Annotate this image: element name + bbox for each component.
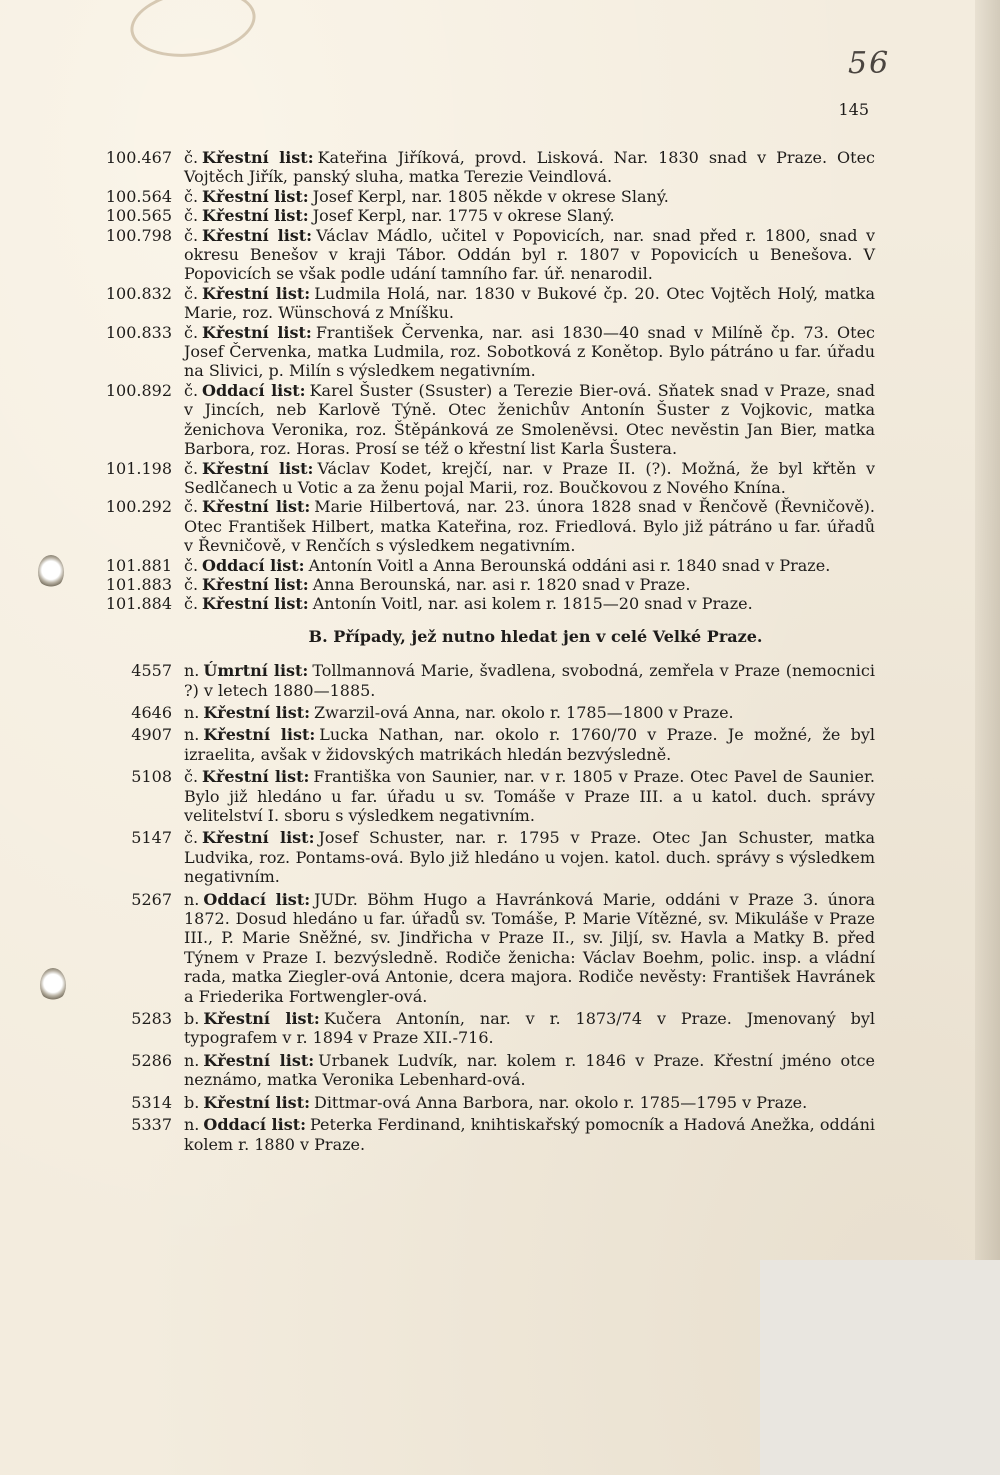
- entry-id: 5337: [131, 1115, 172, 1135]
- entry-prefix: č.: [184, 380, 199, 400]
- entry-text: Antonín Voitl, nar. asi kolem r. 1815—20 snad v Praze.: [312, 594, 753, 614]
- entry-text-block: [184, 323, 875, 381]
- page-content: [100, 148, 875, 1157]
- entry-prefix: n.: [184, 725, 200, 745]
- entry-prefix: n.: [184, 1115, 200, 1135]
- entry-id: 101.198: [105, 458, 172, 478]
- handwritten-page-number: 56: [848, 46, 891, 81]
- entry-kind: Křestní list:: [202, 458, 314, 478]
- entry-prefix: č.: [184, 458, 199, 478]
- entry-text: Václav Kodet, krejčí, nar. v Praze II. (?). Možná, že byl křtěn v Sedlčanech u Votic a za ženu pojal Marii, roz. Boučkovou z Nového Knína.: [184, 458, 876, 497]
- entry-text: Dittmar-ová Anna Barbora, nar. okolo r. 1785—1795 v Praze.: [313, 1092, 808, 1112]
- entry-kind: Oddací list:: [203, 889, 311, 909]
- entry-kind: Křestní list:: [202, 225, 313, 245]
- entry-kind: Křestní list:: [203, 1009, 320, 1029]
- entry-id: 5267: [131, 889, 172, 909]
- entry-prefix: n.: [184, 889, 200, 909]
- entry-kind: Křestní list:: [202, 206, 309, 226]
- entry-prefix: č.: [184, 186, 199, 206]
- entry-text: Josef Schuster, nar. r. 1795 v Praze. Otec Jan Schuster, matka Ludvika, roz. Pontams-ová. Bylo již hledáno u vojen. katol. duch. správy s výsledkem negativním.: [184, 828, 876, 887]
- entry-text: Marie Hilbertová, nar. 23. února 1828 snad v Řenčově (Řevničově). Otec František Hilbert, matka Kateřina, roz. Friedlová. Bylo již pátráno u far. úřadů v Řevničově, v Renčích s výsledkem negativním.: [184, 497, 875, 556]
- entry-prefix: n.: [184, 661, 200, 681]
- entry-prefix: n.: [184, 702, 200, 722]
- entry: [100, 206, 875, 225]
- entry-text: Tollmannová Marie, švadlena, svobodná, zemřela v Praze (nemocnici ?) v letech 1880—1885.: [184, 661, 875, 700]
- entry-text-block: [184, 556, 875, 575]
- entry-id: 100.832: [105, 283, 172, 303]
- page-number: 145: [838, 100, 869, 119]
- section-b-heading: B. Případy, jež nutno hledat jen v celé Velké Praze.: [308, 626, 763, 646]
- entry-kind: Křestní list:: [202, 148, 314, 167]
- entry-text: Anna Berounská, nar. asi r. 1820 snad v Praze.: [312, 574, 691, 594]
- entry-text: Františka von Saunier, nar. v r. 1805 v Praze. Otec Pavel de Saunier. Bylo již hledáno u far. úřadu u sv. Tomáše v Praze III. a u katol. duch. správy velitelství I. sboru s výsledkem negativním.: [184, 767, 875, 825]
- entry-kind: Křestní list:: [202, 322, 312, 342]
- entry: [100, 767, 875, 825]
- entry-id: 4557: [131, 661, 172, 681]
- entry-prefix: b.: [184, 1092, 200, 1112]
- entry-text: Josef Kerpl, nar. 1805 někde v okrese Slaný.: [312, 186, 669, 206]
- punch-hole: [38, 555, 64, 589]
- entry-prefix: č.: [184, 555, 199, 575]
- entry-text-block: [184, 187, 875, 206]
- entry: [100, 890, 875, 1006]
- entry-kind: Křestní list:: [202, 186, 309, 206]
- entry-id: 100.892: [105, 380, 172, 400]
- entry-kind: Křestní list:: [202, 594, 309, 614]
- entry-id: 100.564: [105, 186, 172, 206]
- entry: [100, 828, 875, 886]
- entry-prefix: č.: [184, 767, 199, 787]
- entry: [100, 1093, 875, 1112]
- entry-text-block: [184, 206, 875, 225]
- entry-id: 4907: [131, 725, 172, 745]
- entry: [100, 1115, 875, 1154]
- entry-text: Zwarzil-ová Anna, nar. okolo r. 1785—1800 v Praze.: [314, 702, 734, 722]
- entry-prefix: n.: [184, 1050, 200, 1070]
- entry-kind: Křestní list:: [203, 1092, 310, 1112]
- entry-prefix: č.: [184, 497, 199, 517]
- entry-id: 101.883: [105, 574, 172, 594]
- entry: [100, 226, 875, 284]
- entry-id: 101.884: [105, 594, 172, 614]
- entry-kind: Křestní list:: [203, 702, 311, 722]
- entry-id: 5283: [131, 1009, 172, 1029]
- entry: [100, 1009, 875, 1048]
- entry-text-block: [184, 1115, 875, 1154]
- entry: [100, 703, 875, 722]
- entry: [100, 725, 875, 764]
- entry-prefix: č.: [184, 225, 199, 245]
- entry-prefix: č.: [184, 283, 199, 303]
- entry-id: 5314: [131, 1092, 172, 1112]
- entry: [100, 187, 875, 206]
- entry-id: 100.292: [105, 497, 172, 517]
- entry-kind: Oddací list:: [203, 1115, 306, 1135]
- entry-id: 100.565: [105, 206, 172, 226]
- entry-id: 100.467: [105, 148, 172, 167]
- entry: [100, 556, 875, 575]
- entry: [100, 381, 875, 459]
- entry-kind: Křestní list:: [202, 767, 310, 787]
- entry-prefix: č.: [184, 206, 199, 226]
- entry-text-block: [184, 828, 875, 886]
- section-a: [100, 148, 875, 614]
- entry-id: 5147: [131, 828, 172, 848]
- entry-text: Karel Šuster (Ssuster) a Terezie Bier-ová. Sňatek snad v Praze, snad v Jincích, neb Karlově Týně. Otec ženichův Antonín Šuster z Vojkovic, matka ženichova Veronika, roz. Štěpánková ze Smoleněvsi. Otec nevěstin Jan Bier, matka Barbora, roz. Horas. Prosí se též o křestní list Karla Šustera.: [184, 380, 876, 459]
- entry-id: 100.833: [105, 322, 172, 342]
- entry: [100, 575, 875, 594]
- entry: [100, 497, 875, 555]
- entry-text: František Červenka, nar. asi 1830—40 snad v Milíně čp. 73. Otec Josef Červenka, matka Ludmila, roz. Sobotková z Konětop. Bylo pátráno u far. úřadu na Slivici, p. Milín s výsledkem negativním.: [184, 322, 876, 381]
- entry-text: Kučera Antonín, nar. v r. 1873/74 v Praze. Jmenovaný byl typografem v r. 1894 v Praze XII.-716.: [184, 1009, 876, 1048]
- entry-text-block: [184, 226, 875, 284]
- entry-kind: Křestní list:: [202, 283, 311, 303]
- entry-text: JUDr. Böhm Hugo a Havránková Marie, oddáni v Praze 3. února 1872. Dosud hledáno u far. úřadů sv. Tomáše, P. Marie Vítězné, sv. Mikuláše v Praze III., P. Marie Sněžné, sv. Jindřicha v Praze II., sv. Jiljí, sv. Havla a Matky B. před Týnem v Praze I. bezvýsledně. Rodiče ženicha: Václav Boehm, polic. insp. a vládní rada, matka Ziegler-ová Antonie, dcera majora. Rodiče nevěsty: František Havránek a Friederika Fortwengler-ová.: [184, 889, 876, 1006]
- entry: [100, 594, 875, 613]
- entry: [100, 148, 875, 187]
- entry-kind: Křestní list:: [202, 574, 309, 594]
- entry-kind: Křestní list:: [202, 497, 311, 517]
- entry-text-block: [184, 381, 875, 459]
- entry-id: 100.798: [105, 225, 172, 245]
- entry-text-block: [184, 594, 875, 613]
- entry-text: Ludmila Holá, nar. 1830 v Bukové čp. 20. Otec Vojtěch Holý, matka Marie, roz. Wünschová z Mníšku.: [184, 283, 876, 323]
- entry-kind: Křestní list:: [203, 1050, 315, 1070]
- entry-text-block: [184, 725, 875, 764]
- entry-kind: Křestní list:: [203, 725, 316, 745]
- entry-text: Josef Kerpl, nar. 1775 v okrese Slaný.: [312, 206, 615, 226]
- entry-text-block: [184, 661, 875, 700]
- entry-text-block: [184, 890, 875, 1006]
- entry-text: Antonín Voitl a Anna Berounská oddáni asi r. 1840 snad v Praze.: [308, 555, 831, 575]
- punch-hole: [40, 968, 66, 1002]
- entry-id: 5108: [131, 767, 172, 787]
- entry: [100, 284, 875, 323]
- entry-text: Kateřina Jiříková, provd. Lisková. Nar. 1830 snad v Praze. Otec Vojtěch Jiřík, panský sluha, matka Terezie Veindlová.: [184, 148, 875, 187]
- entry-kind: Oddací list:: [202, 555, 305, 575]
- entry-text-block: [184, 459, 875, 498]
- entry-text-block: [184, 1009, 875, 1048]
- entry-id: 101.881: [105, 555, 172, 575]
- section-b: [100, 661, 875, 1154]
- entry-text-block: [184, 148, 875, 187]
- entry-kind: Úmrtní list:: [203, 661, 309, 681]
- torn-corner: [760, 1260, 1000, 1475]
- entry-kind: Křestní list:: [202, 828, 315, 848]
- entry-text-block: [184, 1051, 875, 1090]
- entry-text-block: [184, 497, 875, 555]
- page-edge-shadow: [975, 0, 1000, 1475]
- entry-prefix: č.: [184, 148, 199, 167]
- entry-prefix: č.: [184, 594, 199, 614]
- entry: [100, 661, 875, 700]
- entry-prefix: č.: [184, 574, 199, 594]
- entry-text: Václav Mádlo, učitel v Popovicích, nar. snad před r. 1800, snad v okresu Benešov v kraji Tábor. Oddán byl r. 1807 v Popovicích u Benešova. V Popovicích se však podle udání tamního far. úř. nenarodil.: [184, 225, 876, 284]
- entry-text: Lucka Nathan, nar. okolo r. 1760/70 v Praze. Je možné, že byl izraelita, avšak v židovských matrikách hledán bezvýsledně.: [184, 725, 876, 764]
- entry-kind: Oddací list:: [202, 380, 306, 400]
- paper-stain: [126, 0, 260, 64]
- entry-prefix: č.: [184, 828, 199, 848]
- entry-prefix: b.: [184, 1009, 200, 1029]
- entry: [100, 459, 875, 498]
- entry-text: Urbanek Ludvík, nar. kolem r. 1846 v Praze. Křestní jméno otce neznámo, matka Veronika Lebenhard-ová.: [184, 1050, 875, 1090]
- entry-text-block: [184, 575, 875, 594]
- entry-text: Peterka Ferdinand, knihtiskařský pomocník a Hadová Anežka, oddáni kolem r. 1880 v Praze.: [184, 1115, 876, 1154]
- entry-text-block: [184, 767, 875, 825]
- entry-text-block: [184, 1093, 875, 1112]
- entry-id: 5286: [131, 1050, 172, 1070]
- entry: [100, 323, 875, 381]
- entry-text-block: [184, 284, 875, 323]
- entry-id: 4646: [131, 702, 172, 722]
- entry-text-block: [184, 703, 875, 722]
- entry-prefix: č.: [184, 322, 199, 342]
- entry: [100, 1051, 875, 1090]
